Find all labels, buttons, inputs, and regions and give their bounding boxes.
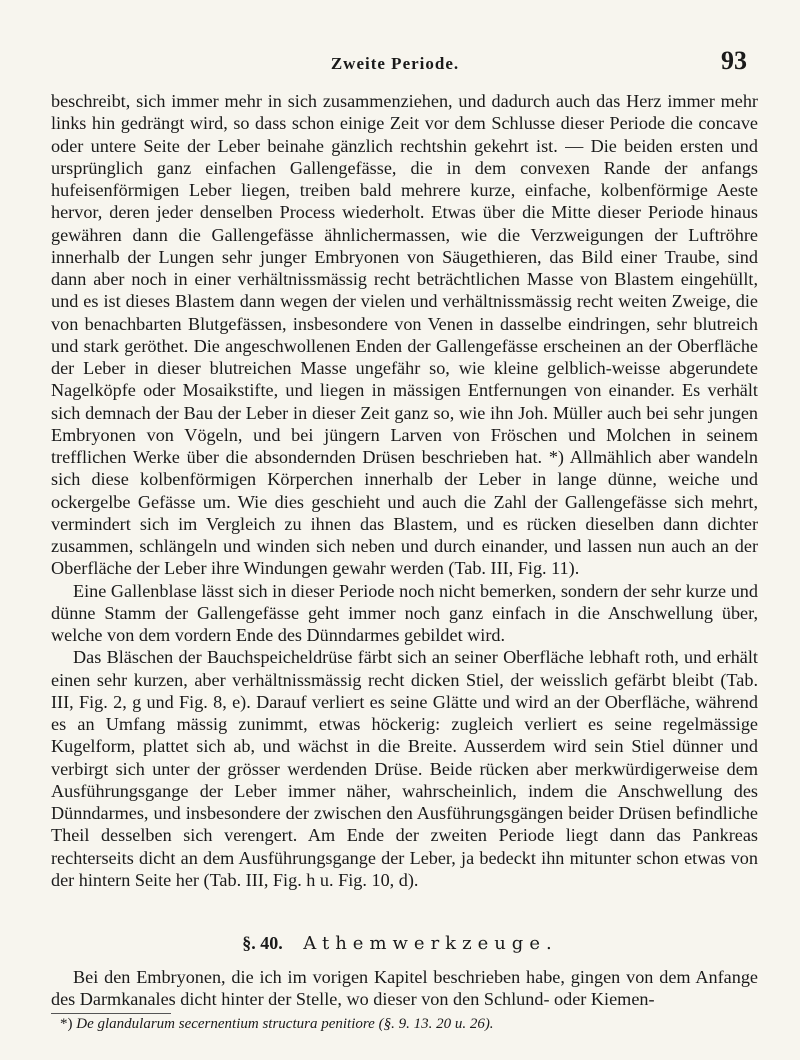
paragraph-pancreas: Das Bläschen der Bauchspeicheldrüse färbt sich an seiner Oberfläche lebhaft roth, und erhält einen sehr kurzen, aber verhältnissmässig recht dicken Stiel, der weisslich gefärbt bleibt (Tab. III, Fig. 2, g und Fig. 8, e). Darauf verliert es seine Glätte und wird an der Oberfläche, während es an Umfang mässig zunimmt, etwas höckerig: zugleich verliert es seine regelmässige Kugelform, plattet sich ab, und wächst in die Breite. Ausserdem wird sein Stiel dünner und verbirgt sich unter der grösser werdenden Drüse. Beide rücken aber merkwürdigerweise dem Ausführungsgange der Leber immer näher, wahrscheinlich, indem die Anschwellung des Dünndarmes, und insbesondere der zwischen den Ausführungsgängen beider Drüsen befindliche Theil desselben sich verengert. Am Ende der zweiten Periode liegt dann das Pankreas rechterseits dicht an dem Ausführungsgange der Leber, ja bedeckt ihn mitunter schon etwas von der hintern Seite her (Tab. III, Fig. h u. Fig. 10, d). (51, 647, 758, 890)
section-text (51, 966, 758, 1011)
paragraph-respiratory: Bei den Embryonen, die ich im vorigen Kapitel beschrieben habe, gingen von dem Anfange des Darmkanales dicht hinter der Stelle, wo dieser von den Schlund- oder Kiemen- (51, 967, 758, 1010)
paragraph-liver: beschreibt, sich immer mehr in sich zusammenziehen, und dadurch auch das Herz immer mehr links hin gedrängt wird, so dass schon einige Zeit vor dem Schlusse dieser Periode die concave oder untere Seite der Leber beinahe gänzlich rechtshin gekehrt ist. — Die beiden ersten und ursprünglich ganz einfachen Gallengefässe, die in dem convexen Rande der anfangs hufeisenförmigen Leber liegen, treiben bald mehrere kurze, einfache, kolbenförmige Aeste hervor, deren jeder denselben Process wiederholt. Etwas über die Mitte dieser Periode hinaus gewähren dann die Gallengefässe ähnlichermassen, wie die Verzweigungen der Luftröhre innerhalb der Lungen sehr junger Embryonen von Säugethieren, das Bild einer Traube, sind dann aber noch in einer verhältnissmässig recht beträchtlichen Masse von Blastem eingehüllt, und es ist dieses Blastem dann wegen der vielen und verhältnissmässig recht weiten Zweige, die von benachbarten Blutgefässen, insbesondere von Venen in dasselbe eindringen, sehr blutreich und stark geröthet. Die angeschwollenen Enden der Gallengefässe erscheinen an der Oberfläche der Leber in dieser blutreichen Masse ungefähr so, wie kleine gelblich-weisse abgerundete Nagelköpfe oder Mosaikstifte, und liegen in mässigen Entfernungen von einander. Es verhält sich demnach der Bau der Leber in dieser Zeit ganz so, wie ihn Joh. Müller auch bei sehr jungen Embryonen von Vögeln, und bei jüngern Larven von Fröschen und Molchen in seinem trefflichen Werke über die absondernden Drüsen beschrieben hat. *) Allmählich aber wandeln sich diese kolbenförmigen Körperchen innerhalb der Leber in lange dünne, weiche und ockergelbe Gefässe um. Wie dies geschieht und auch die Zahl der Gallengefässe sich mehrt, vermindert sich im Vergleich zu ihnen das Blastem, und es rücken dieselben dann dichter zusammen, schlängeln und winden sich neben und durch einander, und lassen nun auch an der Oberfläche der Leber ihre Windungen gewahr werden (Tab. III, Fig. 11). (51, 91, 758, 579)
section-number: §. 40. (242, 933, 283, 953)
section-title: Athemwerkzeuge. (303, 933, 558, 954)
footnote (60, 1016, 750, 1033)
main-text (51, 90, 758, 891)
running-head: Zweite Periode. (330, 54, 460, 73)
footnote-marker: *) (60, 1016, 73, 1032)
page-number: 93 (721, 46, 747, 75)
paragraph-gall-bladder: Eine Gallenblase lässt sich in dieser Periode noch nicht bemerken, sondern der sehr kurze und dünne Stamm der Gallengefässe geht immer noch ganz einfach in die Anschwellung über, welche von dem vordern Ende des Dünndarmes gebildet wird. (51, 580, 758, 645)
footnote-text: De glandularum secernentium structura penitiore (§. 9. 13. 20 u. 26). (76, 1016, 494, 1032)
section-heading (0, 933, 800, 954)
footnote-divider (51, 1013, 171, 1014)
